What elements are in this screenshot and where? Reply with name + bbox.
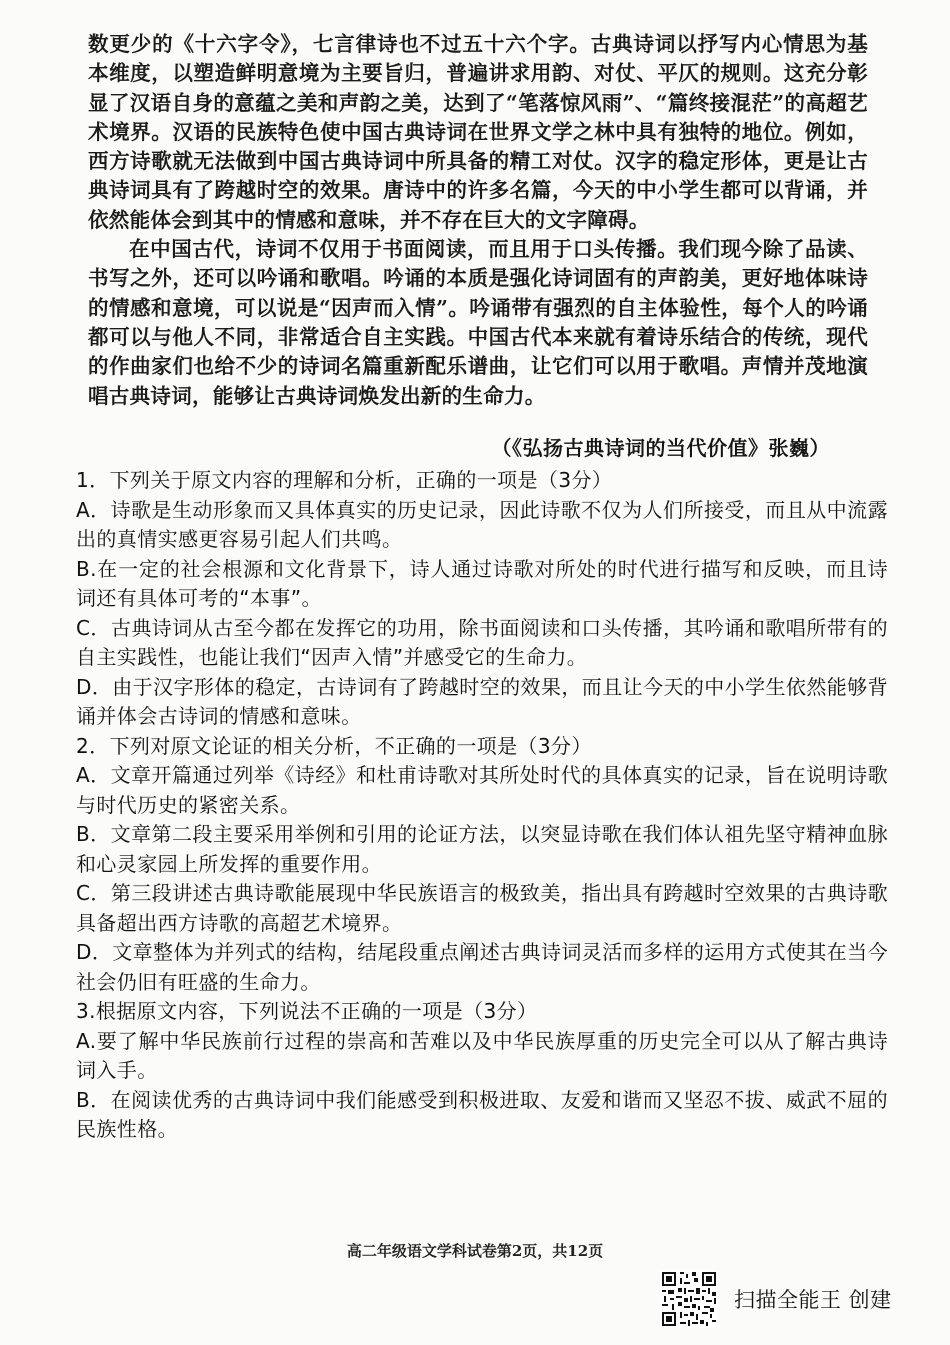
question-2-stem: 2．下列对原文论证的相关分析，不正确的一项是（3分） bbox=[76, 733, 592, 758]
question-2-option-b: B．文章第二段主要采用举例和引用的论证方法，以突显诗歌在我们体认祖先坚守精神血脉和心灵家园上所发挥的重要作用。 bbox=[76, 822, 888, 876]
question-3-option-a: A.要了解中华民族前行过程的崇高和苦难以及中华民族厚重的历史完全可以从了解古典诗词入手。 bbox=[76, 1028, 888, 1082]
question-3-option-b: B．在阅读优秀的古典诗词中我们能感受到积极进取、友爱和谐而又坚忍不拔、威武不屈的民族性格。 bbox=[76, 1087, 888, 1141]
passage-paragraph-1: 数更少的《十六字令》，七言律诗也不过五十六个字。古典诗词以抒写内心情思为基本维度，以塑造鲜明意境为主要旨归，普遍讲求用韵、对仗、平仄的规则。这充分彰显了汉语自身的意蕴之美和声韵之美，达到了“笔落惊风雨”、“篇终接混茫”的高超艺术境界。汉语的民族特色使中国古典诗词在世界文学之林中具有独特的地位。例如，西方诗歌就无法做到中国古典诗词中所具备的精工对仗。汉字的稳定形体，更是让古典诗词具有了跨越时空的效果。唐诗中的许多名篇，今天的中小学生都可以背诵，并依然能体会到其中的情感和意味，并不存在巨大的文字障碍。 bbox=[88, 32, 868, 232]
question-1-option-c: C．古典诗词从古至今都在发挥它的功用，除书面阅读和口头传播，其吟诵和歌唱所带有的自主实践性，也能让我们“因声入情”并感受它的生命力。 bbox=[76, 615, 888, 669]
passage-paragraph-2: 在中国古代，诗词不仅用于书面阅读，而且用于口头传播。我们现今除了品读、书写之外，还可以吟诵和歌唱。吟诵的本质是强化诗词固有的声韵美，更好地体味诗的情感和意境，可以说是“因声而入情”。吟诵带有强烈的自主体验性，每个人的吟诵都可以与他人不同，非常适合自主实践。中国古代本来就有着诗乐结合的传统，现代的作曲家们也给不少的诗词名篇重新配乐谱曲，让它们可以用于歌唱。声情并茂地演唱古典诗词，能够让古典诗词焕发出新的生命力。 bbox=[88, 237, 868, 408]
question-2-option-c: C．第三段讲述古典诗歌能展现中华民族语言的极致美，指出具有跨越时空效果的古典诗歌具备超出西方诗歌的高超艺术境界。 bbox=[76, 881, 888, 935]
reading-passage bbox=[88, 30, 868, 411]
scanner-watermark bbox=[660, 1270, 892, 1328]
qr-code-icon bbox=[660, 1270, 718, 1328]
question-1-option-b: B.在一定的社会根源和文化背景下，诗人通过诗歌对所处的时代进行描写和反映，而且诗词还有具体可考的“本事”。 bbox=[76, 556, 888, 610]
watermark-text: 扫描全能王 创建 bbox=[734, 1288, 892, 1312]
question-3-stem: 3.根据原文内容，下列说法不正确的一项是（3分） bbox=[76, 999, 538, 1023]
question-2-option-a: A．文章开篇通过列举《诗经》和杜甫诗歌对其所处时代的具体真实的记录，旨在说明诗歌与时代历史的紧密关系。 bbox=[76, 763, 888, 817]
question-1-stem: 1．下列关于原文内容的理解和分析，正确的一项是（3分） bbox=[76, 468, 613, 492]
question-2-option-d: D．文章整体为并列式的结构，结尾段重点阐述古典诗词灵活而多样的运用方式使其在当今社会仍旧有旺盛的生命力。 bbox=[76, 940, 888, 994]
passage-source: （《弘扬古典诗词的当代价值》张巍） bbox=[491, 436, 830, 460]
page-footer: 高二年级语文学科试卷第2页，共12页 bbox=[346, 1242, 604, 1260]
question-list bbox=[76, 466, 888, 1145]
question-1-option-a: A．诗歌是生动形象而又具体真实的历史记录，因此诗歌不仅为人们所接受，而且从中流露出的真情实感更容易引起人们共鸣。 bbox=[76, 497, 888, 551]
question-1-option-d: D．由于汉字形体的稳定，古诗词有了跨越时空的效果，而且让今天的中小学生依然能够背诵并体会古诗词的情感和意味。 bbox=[76, 674, 888, 728]
